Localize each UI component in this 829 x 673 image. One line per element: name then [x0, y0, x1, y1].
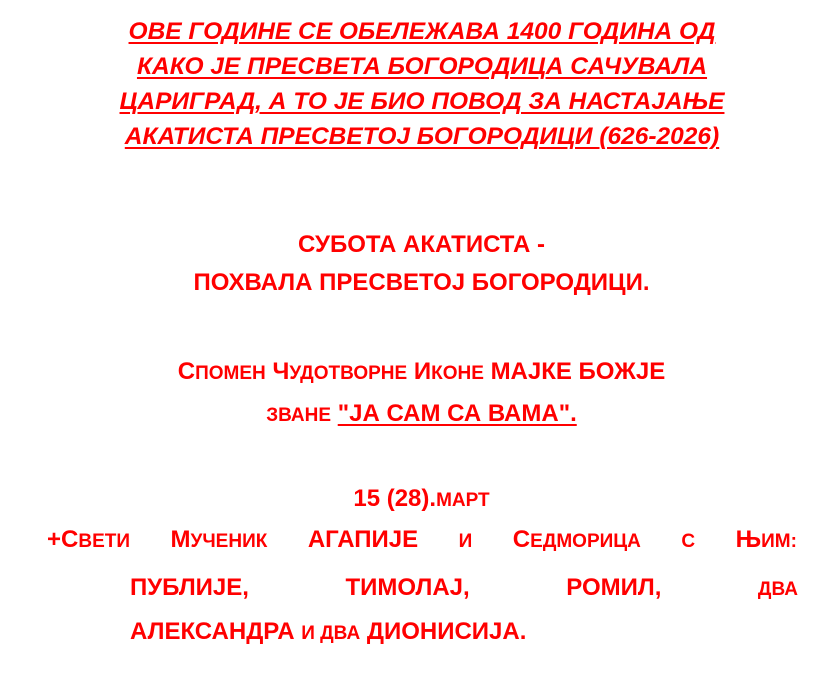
- feast-word: ПУБЛИЈЕ,: [130, 574, 249, 601]
- initial: Њ: [735, 526, 762, 553]
- spomen-word-2: [272, 358, 407, 385]
- feast-word: И: [458, 531, 473, 552]
- date-number: 15 (28).: [353, 485, 437, 512]
- feast-word: [47, 525, 130, 557]
- headline-line-2: КАКО ЈЕ ПРЕСВЕТА БОГОРОДИЦА САЧУВАЛА: [136, 53, 708, 80]
- small-caps: ИМ:: [761, 531, 797, 552]
- spomen-caps: МАЈКЕ БОЖЈЕ: [490, 358, 666, 385]
- small-caps: УЧЕНИК: [190, 531, 268, 552]
- feast-word: [513, 525, 641, 557]
- subota-akatista-heading: [0, 226, 829, 302]
- initial: И: [413, 358, 432, 385]
- subota-line-1: СУБОТА АКАТИСТА -: [298, 231, 545, 258]
- headline-line-3: ЦАРИГРАД, А ТО ЈЕ БИО ПОВОД ЗА НАСТАЈАЊЕ: [119, 88, 725, 115]
- date-month: МАРТ: [436, 490, 490, 511]
- small-caps: УДОТВОРНЕ: [289, 363, 408, 384]
- initial: С: [177, 358, 196, 385]
- headline-line-1: ОВЕ ГОДИНЕ СЕ ОБЕЛЕЖАВА 1400 ГОДИНА ОД: [128, 18, 716, 45]
- feast-word: [736, 525, 797, 557]
- subota-line-2: ПОХВАЛА ПРЕСВЕТОЈ БОГОРОДИЦИ.: [193, 269, 650, 296]
- feast-word: ДВА: [757, 579, 798, 600]
- small-caps: КОНЕ: [431, 363, 484, 384]
- feast-word: С: [681, 531, 696, 552]
- feast-word: РОМИЛ,: [566, 574, 662, 601]
- initial: Ч: [272, 358, 290, 385]
- initial: М: [170, 526, 191, 553]
- initial: С: [512, 526, 531, 553]
- feast-word: ДИОНИСИЈА.: [366, 618, 527, 645]
- headline-line-4: АКАТИСТА ПРЕСВЕТОЈ БОГОРОДИЦИ (626-2026): [124, 123, 720, 150]
- feast-word: АЛЕКСАНДРА: [130, 618, 295, 645]
- feast-word: И ДВА: [301, 623, 361, 644]
- feast-word: ТИМОЛАЈ,: [345, 574, 470, 601]
- small-caps: ВЕТИ: [78, 531, 131, 552]
- feast-line-3: [130, 617, 526, 649]
- feast-word: АГАПИЈЕ: [307, 526, 419, 553]
- feast-line-1: [47, 525, 797, 557]
- icon-commemoration: [0, 352, 829, 436]
- feast-line-2: [130, 573, 798, 605]
- spomen-zvane: ЗВАНЕ: [266, 405, 332, 426]
- small-caps: ЕДМОРИЦА: [530, 531, 641, 552]
- feast-date: [0, 484, 829, 516]
- spomen-word-1: [178, 358, 266, 385]
- spomen-line-2: [0, 394, 829, 436]
- feast-word: [171, 525, 268, 557]
- initial: +С: [47, 526, 79, 553]
- headline: [60, 14, 784, 154]
- spomen-word-3: [414, 358, 484, 385]
- icon-name-quote: "ЈА САМ СА ВАМА".: [337, 400, 577, 427]
- small-caps: ПОМЕН: [195, 363, 266, 384]
- spomen-line-1: [0, 352, 829, 394]
